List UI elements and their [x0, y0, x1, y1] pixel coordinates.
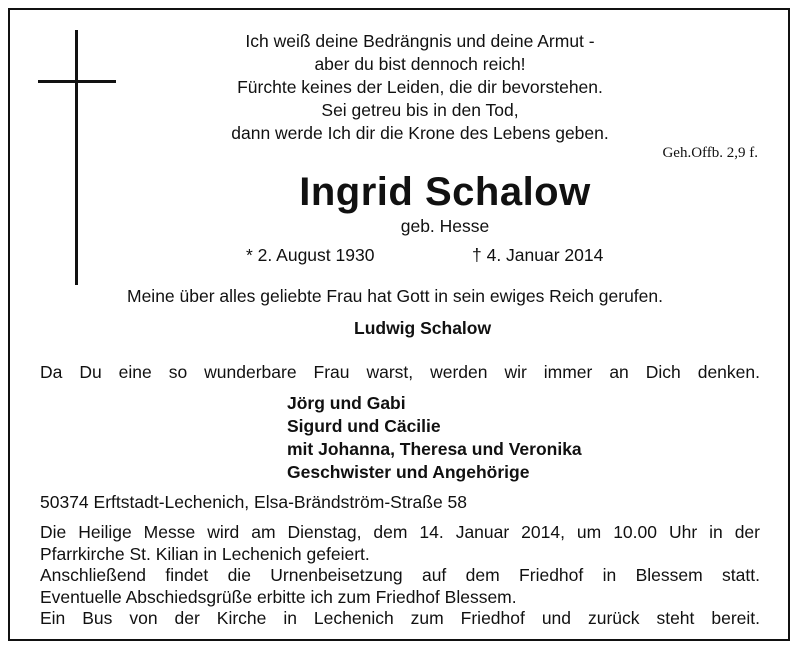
verse-line: aber du bist dennoch reich! [314, 54, 526, 74]
verse-line: Fürchte keines der Leiden, die dir bevorstehen. [237, 77, 603, 97]
death-date: † 4. Januar 2014 [472, 245, 604, 265]
notice-line: Anschließend findet die Urnenbeisetzung auf dem Friedhof in Blessem statt. [40, 565, 760, 585]
family-member: Sigurd und Cäcilie [287, 416, 441, 436]
remembrance-text: Da Du eine so wunderbare Frau warst, werden wir immer an Dich denken. [40, 362, 760, 382]
notice-line: Pfarrkirche St. Kilian in Lechenich gefeiert. [40, 543, 370, 564]
funeral-notice [40, 522, 760, 630]
husband-name: Ludwig Schalow [354, 318, 492, 338]
notice-line: Die Heilige Messe wird am Dienstag, dem 14. Januar 2014, um 10.00 Uhr in der [40, 522, 760, 542]
notice-line: Eventuelle Abschiedsgrüße erbitte ich zum Friedhof Blessem. [40, 586, 517, 607]
family-member: Geschwister und Angehörige [287, 462, 530, 482]
announcement-text: Meine über alles geliebte Frau hat Gott in sein ewiges Reich gerufen. [127, 286, 663, 306]
family-member: mit Johanna, Theresa und Veronika [287, 439, 582, 459]
verse-line: Sei getreu bis in den Tod, [321, 100, 519, 120]
birth-name: geb. Hesse [400, 216, 490, 236]
family-member: Jörg und Gabi [287, 393, 406, 413]
notice-line: Ein Bus von der Kirche in Lechenich zum Friedhof und zurück steht bereit. [40, 608, 760, 628]
mourning-address: 50374 Erftstadt-Lechenich, Elsa-Brändström-Straße 58 [40, 492, 468, 512]
cross-vertical-bar [75, 30, 78, 285]
verse-line: Ich weiß deine Bedrängnis und deine Armut - [245, 31, 595, 51]
birth-date: * 2. August 1930 [246, 245, 375, 265]
family-list [287, 392, 582, 484]
bible-verse [150, 30, 690, 145]
verse-reference: Geh.Offb. 2,9 f. [662, 145, 758, 161]
verse-line: dann werde Ich dir die Krone des Lebens geben. [231, 123, 609, 143]
deceased-name: Ingrid Schalow [299, 170, 591, 214]
cross-horizontal-bar [38, 80, 116, 83]
